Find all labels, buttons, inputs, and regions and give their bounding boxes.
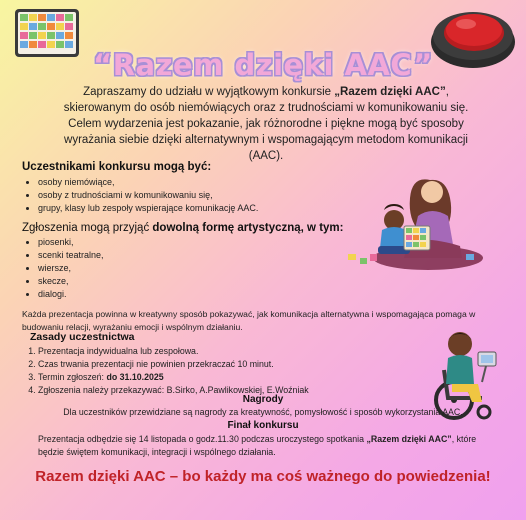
woman-child-aac-illustration [338,150,488,275]
rules-list [22,345,309,397]
awards-heading: Nagrody [242,394,284,405]
list-item: • wiersze, [38,262,104,275]
rule-text: Zgłoszenia należy przekazywać: B.Sirko, A.Pawlikowskiej, E.Woźniak [38,385,309,395]
final-heading: Finał konkursu [227,420,299,431]
final-text [38,433,484,458]
slogan: Razem dzięki AAC – bo każdy ma coś ważnego do powiedzenia! [35,468,491,485]
participants-heading: Uczestnikami konkursu mogą być: [22,161,212,173]
list-item: • grupy, klasy lub zespoły wspierające komunikację AAC. [38,202,258,215]
forms-heading-text: Zgłoszenia mogą przyjąć [22,222,153,234]
list-item [38,371,309,384]
final-event-name: „Razem dzięki AAC” [366,434,452,444]
awards-text: Dla uczestników przewidziane są nagrody za kreatywność, pomysłowość i sposób wykorzystania AAC. [63,407,463,417]
list-item: • dialogi. [38,288,104,301]
presentation-note: Każda prezentacja powinna w kreatywny sposób pokazywać, jak komunikacja alternatywna i wspomagająca pomaga w budowaniu relacji, wyrażaniu emocji i wspólnym działaniu. [22,309,476,332]
list-item: • scenki teatralne, [38,249,104,262]
participants-list [22,176,258,215]
poster-title: “Razem dzięki AAC” [93,48,433,82]
rule-text: Czas trwania prezentacji nie powinien przekraczać 10 minut. [38,359,274,369]
list-item [38,358,309,371]
rule-text: Termin zgłoszeń: [38,372,107,382]
rule-text: Prezentacja indywidualna lub zespołowa. [38,346,199,356]
rules-heading: Zasady uczestnictwa [30,331,135,343]
forms-heading-bold: dowolną formę artystyczną [152,222,301,234]
list-item: • piosenki, [38,236,104,249]
forms-heading [22,222,343,234]
list-item: • osoby z trudnościami w komunikowaniu się, [38,189,258,202]
list-item: • skecze, [38,275,104,288]
forms-list [22,236,104,301]
final-text-2: , które będzie świętem komunikacji, integracji i wspólnego działania. [38,434,477,457]
intro-text-2: , skierowanym do osób niemówiących oraz z trudnościami w komunikowaniu się. Celem wydarzenia jest pokazanie, jak różnorodne i piękne mogą być sposoby wyrażania siebie dzięki alternatywnym i wspomagającym metodom komunikacji (AAC). [63,86,469,162]
rule-deadline: do 31.10.2025 [106,372,164,382]
forms-heading-tail: , w tym: [300,222,344,234]
list-item [38,345,309,358]
list-item: • osoby niemówiące, [38,176,258,189]
intro-contest-name: „Razem dzięki AAC” [334,86,446,98]
intro-text-1: Zapraszamy do udziału w wyjątkowym konkursie [83,86,335,98]
final-text-1: Prezentacja odbędzie się 14 listopada o godz.11.30 podczas uroczystego spotkania [38,434,367,444]
